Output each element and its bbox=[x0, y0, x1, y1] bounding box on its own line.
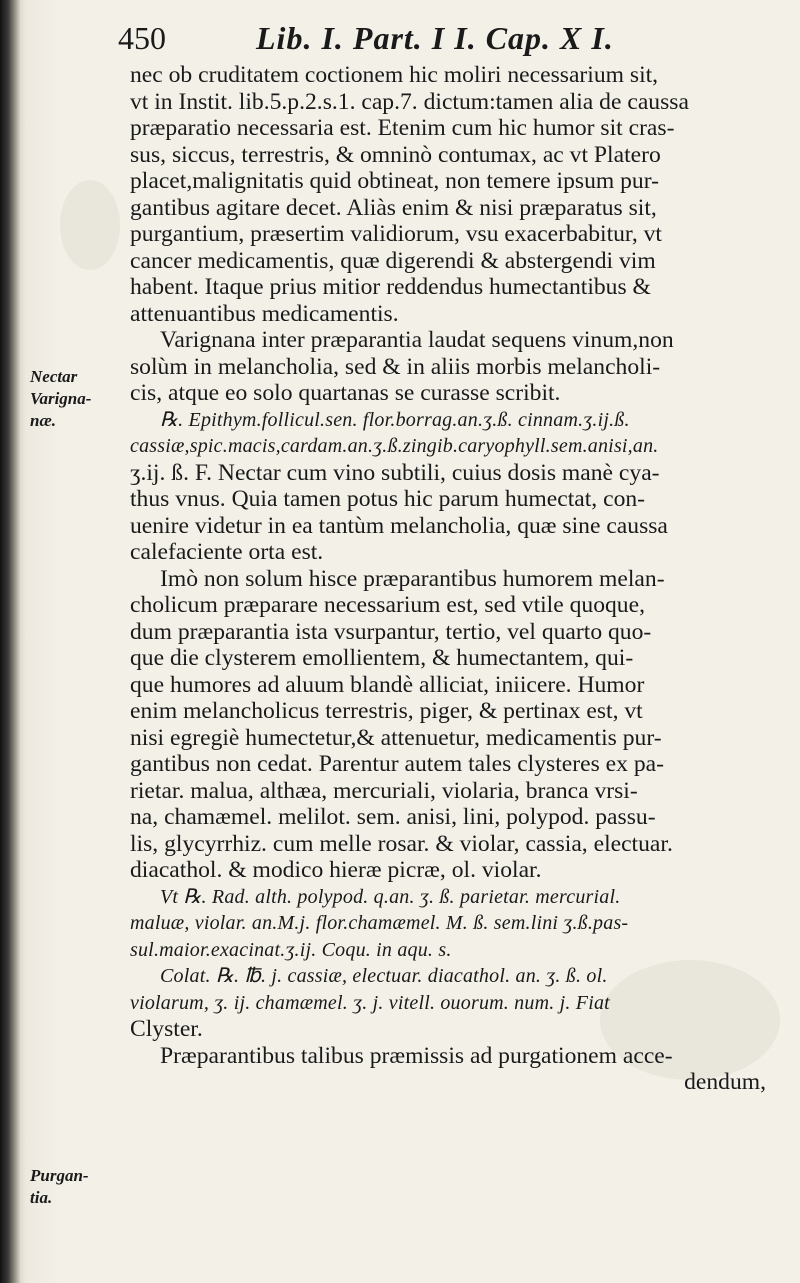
text-line: nisi egregiè humectetur,& attenuetur, medicamentis pur- bbox=[130, 724, 662, 751]
text-line: Varignana inter præparantia laudat sequens vinum,non bbox=[160, 327, 674, 353]
recipe-line: ℞. Epithym.follicul.sen. flor.borrag.an.ʒ.ß. cinnam.ʒ.ij.ß. bbox=[160, 408, 630, 431]
margin-note-line: tia. bbox=[30, 1188, 53, 1207]
text-line: cholicum præparare necessarium est, sed vtile quoque, bbox=[130, 592, 645, 618]
margin-note-line: Purgan- bbox=[30, 1166, 89, 1185]
text-line: cis, atque eo solo quartanas se curasse scribit. bbox=[130, 380, 561, 406]
page-header bbox=[118, 20, 678, 64]
text-line: gantibus agitare decet. Aliàs enim & nisi præparatus sit, bbox=[130, 194, 657, 221]
text-line: solùm in melancholia, sed & in aliis morbis melancholi- bbox=[130, 353, 661, 380]
text-line: thus vnus. Quia tamen potus hic parum humectat, con- bbox=[130, 486, 646, 512]
text-line: præparatio necessaria est. Etenim cum hic humor sit cras- bbox=[130, 115, 675, 141]
margin-note-line: Varigna- bbox=[30, 389, 92, 408]
text-line: ʒ.ij. ß. F. Nectar cum vino subtili, cuius dosis manè cya- bbox=[130, 459, 660, 486]
text-line: enim melancholicus terrestris, piger, & pertinax est, vt bbox=[130, 698, 643, 724]
text-line: Imò non solum hisce præparantibus humorem melan- bbox=[160, 565, 665, 592]
text-line: dendum, bbox=[684, 1069, 766, 1095]
margin-note-purgantia bbox=[30, 1165, 122, 1209]
text-line: que die clysterem emollientem, & humectantem, qui- bbox=[130, 645, 634, 671]
text-line: na, chamæmel. melilot. sem. anisi, lini, polypod. passu- bbox=[130, 804, 656, 830]
text-line: purgantium, præsertim validiorum, vsu exacerbabitur, vt bbox=[130, 221, 662, 247]
recipe-line: sul.maior.exacinat.ʒ.ij. Coqu. in aqu. s. bbox=[130, 938, 452, 961]
running-title: Lib. I. Part. I I. Cap. X I. bbox=[256, 20, 614, 56]
text-line: rietar. malua, althæa, mercuriali, violaria, branca vrsi- bbox=[130, 777, 638, 804]
recipe-line: Colat. ℞. ℔. j. cassiæ, electuar. diacathol. an. ʒ. ß. ol. bbox=[160, 965, 608, 987]
margin-note-line: næ. bbox=[30, 411, 56, 430]
recipe-line: cassiæ,spic.macis,cardam.an.ʒ.ß.zingib.caryophyll.sem.anisi,an. bbox=[130, 435, 659, 457]
text-line: attenuantibus medicamentis. bbox=[130, 300, 399, 327]
book-spine bbox=[0, 0, 20, 1283]
text-line: uenire videtur in ea tantùm melancholia, quæ sine caussa bbox=[130, 512, 668, 539]
text-line: habent. Itaque prius mitior reddendus humectantibus & bbox=[130, 274, 651, 300]
body-text bbox=[130, 62, 766, 1096]
recipe-line: Vt ℞. Rad. alth. polypod. q.an. ʒ. ß. parietar. mercurial. bbox=[160, 885, 621, 908]
text-line: cancer medicamentis, quæ digerendi & abstergendi vim bbox=[130, 247, 656, 274]
text-line: vt in Instit. lib.5.p.2.s.1. cap.7. dictum:tamen alia de caussa bbox=[130, 88, 689, 115]
text-line: que humores ad aluum blandè alliciat, iniicere. Humor bbox=[130, 671, 645, 698]
margin-note-line: Nectar bbox=[30, 367, 78, 386]
text-line: nec ob cruditatem coctionem hic moliri necessarium sit, bbox=[130, 62, 659, 88]
text-line: dum præparantia ista vsurpantur, tertio, vel quarto quo- bbox=[130, 618, 652, 645]
text-line: calefaciente orta est. bbox=[130, 539, 324, 565]
margin-note-nectar bbox=[30, 366, 122, 432]
text-line: Clyster. bbox=[130, 1016, 203, 1042]
paper-stain bbox=[60, 180, 120, 270]
text-line: diacathol. & modico hieræ picræ, ol. violar. bbox=[130, 857, 542, 883]
page-number: 450 bbox=[118, 20, 166, 56]
text-line: sus, siccus, terrestris, & omninò contumax, ac vt Platero bbox=[130, 141, 661, 168]
text-line: lis, glycyrrhiz. cum melle rosar. & violar, cassia, electuar. bbox=[130, 830, 673, 857]
recipe-line: maluæ, violar. an.M.j. flor.chamæmel. M. ß. sem.lini ʒ.ß.pas- bbox=[130, 912, 629, 934]
text-line: placet,malignitatis quid obtineat, non temere ipsum pur- bbox=[130, 168, 659, 194]
text-line: gantibus non cedat. Parentur autem tales clysteres ex pa- bbox=[130, 751, 664, 777]
text-line: Præparantibus talibus præmissis ad purgationem acce- bbox=[160, 1042, 673, 1069]
recipe-line: violarum, ʒ. ij. chamæmel. ʒ. j. vitell. ouorum. num. j. Fiat bbox=[130, 991, 610, 1014]
